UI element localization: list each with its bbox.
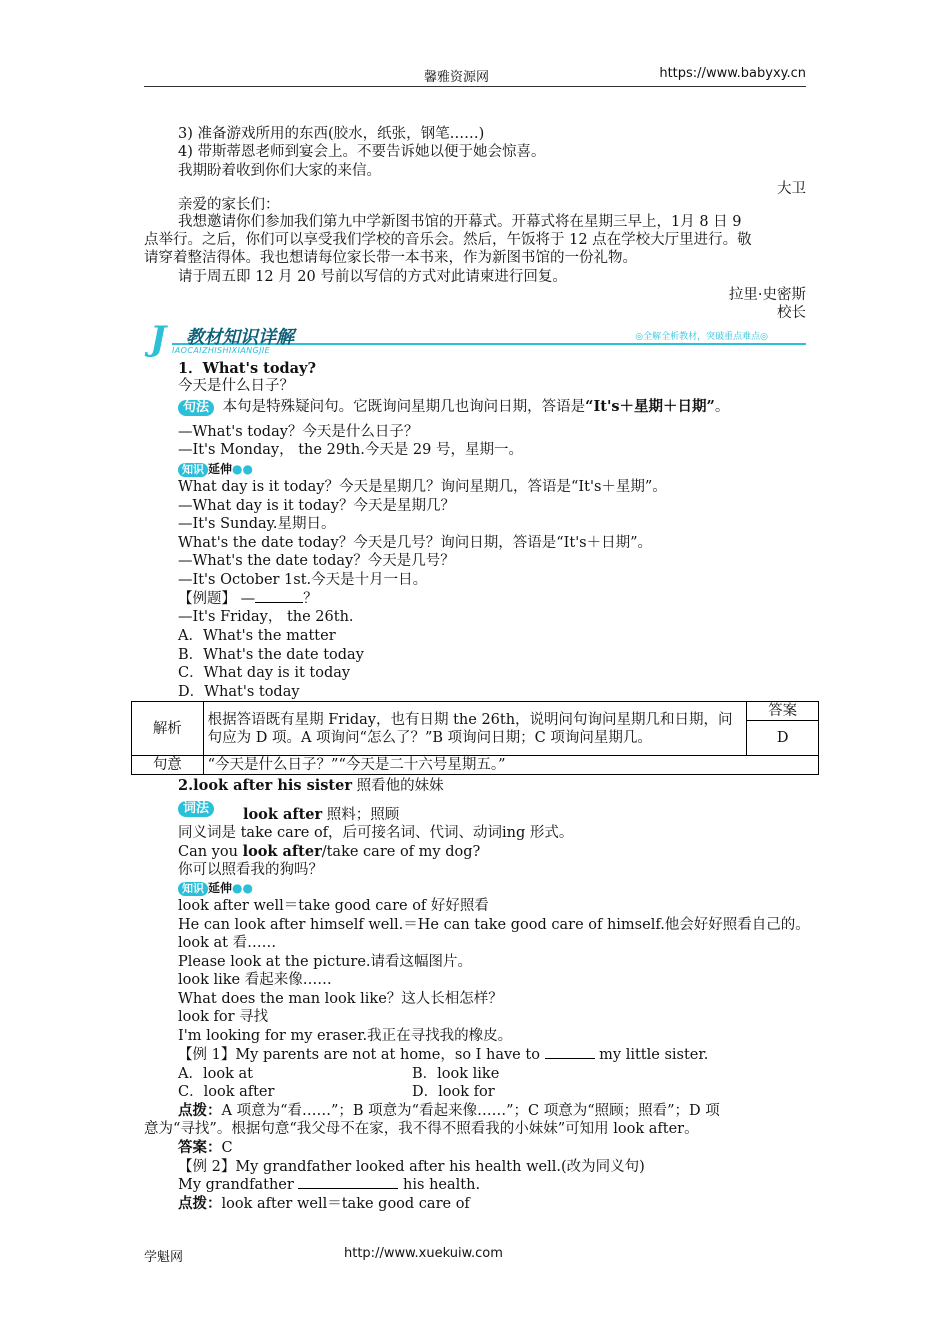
s1-title: 1．What's today? xyxy=(178,360,316,377)
s2-ext-line: look at 看…… xyxy=(178,935,277,951)
knowledge-extension-tag: 知识 延伸●● xyxy=(178,879,253,897)
s1-ext-line: What's the date today？今天是几号？询问日期，答语是“It's＋日期”。 xyxy=(178,535,653,551)
s2-example: Can you look after/take care of my dog? xyxy=(178,843,481,860)
analysis-table xyxy=(131,701,819,775)
page-footer xyxy=(144,1246,503,1265)
option-a: A．What's the matter xyxy=(178,628,336,644)
hint-line: 点拨：A 项意为“看……”；B 项意为“看起来像……”；C 项意为“照顾；照看”；D 项 xyxy=(178,1102,720,1119)
s1-ext-line: What day is it today？今天是星期几？询问星期几，答语是“It's＋星期”。 xyxy=(178,479,667,495)
example2-blank-line: My grandfather his health. xyxy=(178,1177,481,1193)
option-b: B．What's the date today xyxy=(178,647,364,663)
option-a: A．look at xyxy=(178,1066,253,1082)
option-c: C．look after xyxy=(178,1084,275,1100)
option-b: B．look like xyxy=(412,1066,500,1082)
s2-ext-line: What does the man look like？这人长相怎样？ xyxy=(178,991,503,1007)
text-line: 我期盼着收到你们大家的来信。 xyxy=(178,163,381,179)
s2-ext-line: I'm looking for my eraser.我正在寻找我的橡皮。 xyxy=(178,1028,513,1044)
sense-text: “今天是什么日子？”“今天是二十六号星期五。” xyxy=(203,756,818,775)
text-line: 亲爱的家长们： xyxy=(178,197,280,213)
hint-line: 点拨：look after well＝take good care of xyxy=(178,1195,470,1212)
text-line: 请于周五即 12 月 20 号前以写信的方式对此请柬进行回复。 xyxy=(178,269,567,285)
text-line: 点举行。之后，你们可以享受我们学校的音乐会。然后，午饭将于 12 点在学校大厅里进行。敬 xyxy=(144,232,752,248)
s2-synonym: 同义词是 take care of，后可接名词、代词、动词ing 形式。 xyxy=(178,825,574,841)
lexical-tag: 词法 xyxy=(178,799,218,817)
text-line: 3) 准备游戏所用的东西(胶水，纸张，钢笔……) xyxy=(178,126,485,142)
answer-value: D xyxy=(747,721,819,756)
option-c: C．What day is it today xyxy=(178,665,351,681)
signature-david: 大卫 xyxy=(777,181,806,197)
s2-ext-line: look after well＝take good care of 好好照看 xyxy=(178,898,489,914)
page-header xyxy=(144,66,806,87)
s1-translation: 今天是什么日子？ xyxy=(178,378,294,394)
s1-example: —It's Monday， the 29th.今天是 29 号，星期一。 xyxy=(178,442,523,458)
banner-pinyin: IAOCAIZHISHIXIANGJIE xyxy=(172,346,271,355)
s1-ext-line: —It's Sunday.星期日。 xyxy=(178,516,336,532)
s1-ext-line: —It's October 1st.今天是十月一日。 xyxy=(178,572,428,588)
answer-label: 答案 xyxy=(747,702,819,721)
footer-url[interactable]: http://www.xuekuiw.com xyxy=(344,1246,503,1261)
s2-ext-line: Please look at the picture.请看这幅图片。 xyxy=(178,954,473,970)
signature-title: 校长 xyxy=(777,305,806,321)
s2-example-translation: 你可以照看我的狗吗？ xyxy=(178,862,323,878)
example1-answer: 答案：C xyxy=(178,1139,233,1156)
s2-ext-line: look like 看起来像…… xyxy=(178,972,332,988)
text-line: 4) 带斯蒂恩老师到宴会上。不要告诉她以便于她会惊喜。 xyxy=(178,144,546,160)
hint-line: 意为“寻找”。根据句意“我父母不在家，我不得不照看我的小妹妹”可知用 look after。 xyxy=(144,1121,699,1137)
sense-label: 句意 xyxy=(132,756,204,775)
syntax-tag: 句法 xyxy=(178,400,214,416)
footer-site-name: 学魁网 xyxy=(144,1250,184,1265)
example1-question: 【例 1】My parents are not at home，so I have to my little sister. xyxy=(178,1047,709,1063)
analysis-label: 解析 xyxy=(132,702,204,756)
example2-question: 【例 2】My grandfather looked after his health well.(改为同义句) xyxy=(178,1159,645,1175)
banner-j-logo: J xyxy=(150,319,167,359)
knowledge-extension-tag: 知识 延伸●● xyxy=(178,460,253,478)
banner-title: 教材知识详解 xyxy=(186,327,294,348)
s1-ext-line: —What's the date today？今天是几号？ xyxy=(178,553,455,569)
s2-definition: look after 照料；照顾 xyxy=(243,806,400,823)
answer-blank[interactable] xyxy=(545,1058,595,1059)
banner-slogan: ◎全解全析教材，突破重点难点◎ xyxy=(635,332,768,342)
s1-question: 【例题】 — ？ xyxy=(178,591,318,607)
text-line: 我想邀请你们参加我们第九中学新图书馆的开幕式。开幕式将在星期三早上，1月 8 日 9 xyxy=(178,214,742,230)
s1-ext-line: —What day is it today？今天是星期几？ xyxy=(178,498,455,514)
text-line: 请穿着整洁得体。我也想请每位家长带一本书来，作为新图书馆的一份礼物。 xyxy=(144,250,637,266)
answer-blank[interactable] xyxy=(298,1188,398,1189)
s1-grammar-rule: 句法 本句是特殊疑问句。它既询问星期几也询问日期，答语是“It's＋星期＋日期”。 xyxy=(178,398,729,416)
header-site-name: 馨雅资源网 xyxy=(424,70,490,85)
s1-example: —What's today？今天是什么日子？ xyxy=(178,424,419,440)
s2-ext-line: look for 寻找 xyxy=(178,1009,269,1025)
answer-blank[interactable] xyxy=(255,602,303,603)
s1-question-answer: —It's Friday， the 26th. xyxy=(178,609,354,625)
s2-ext-line: He can look after himself well.＝He can take good care of himself.他会好好照看自己的。 xyxy=(178,917,810,933)
section-banner xyxy=(150,321,806,359)
option-d: D．What's today xyxy=(178,684,300,700)
analysis-text: 根据答语既有星期 Friday，也有日期 the 26th，说明问句询问星期几和日期，问句应为 D 项。A 项询问“怎么了？”B 项询问日期；C 项询问星期几。 xyxy=(203,702,747,756)
s2-title: 2.look after his sister 照看他的妹妹 xyxy=(178,777,444,794)
header-url[interactable]: https://www.babyxy.cn xyxy=(659,66,806,81)
option-d: D．look for xyxy=(412,1084,495,1100)
signature-larry: 拉里·史密斯 xyxy=(728,287,806,303)
